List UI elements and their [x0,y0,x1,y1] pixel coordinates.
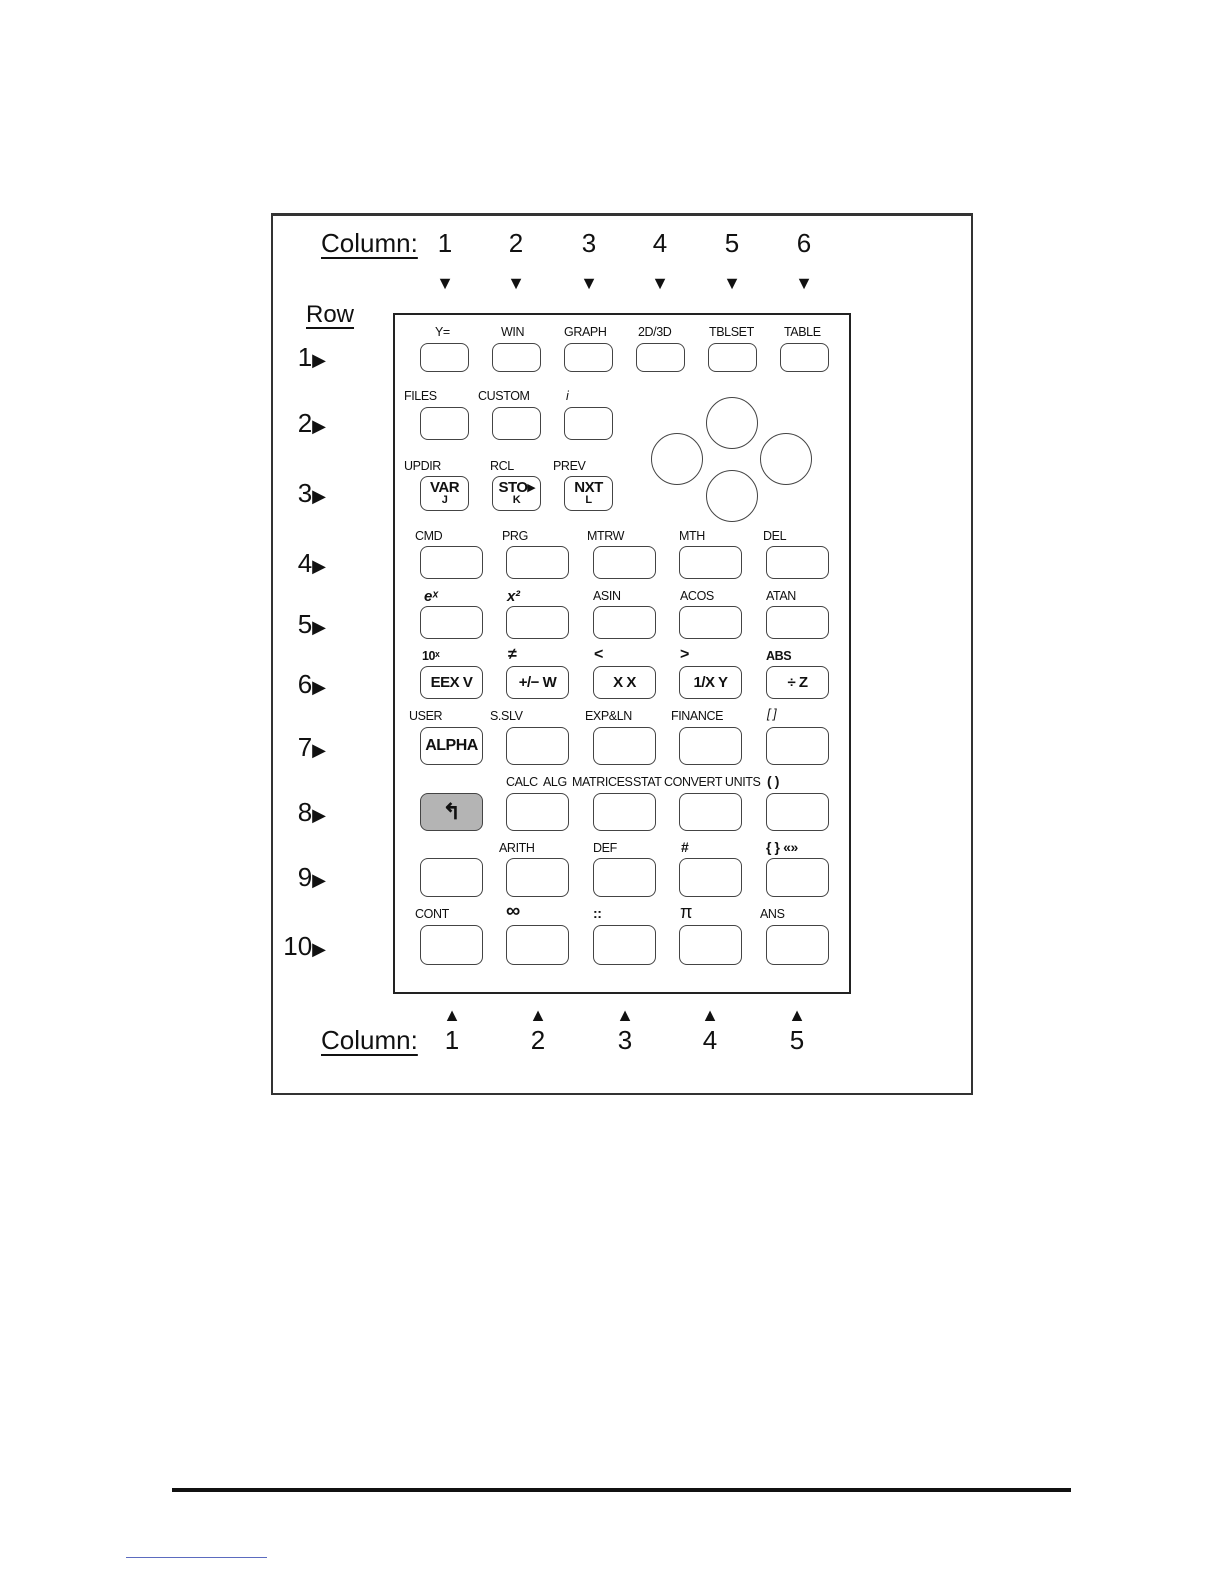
key-label: ALG [543,775,567,789]
key-label: CMD [415,529,443,543]
top-column-number: 6 [796,228,812,258]
key-label: # [681,839,689,855]
key-label: TBLSET [709,325,754,339]
row-label: 6▶ [297,669,326,699]
key-r5c5[interactable] [766,606,829,639]
top-column-number: 4 [652,228,668,258]
page-rule [172,1488,1071,1492]
key-r1c2[interactable] [492,343,541,372]
key-r5c1[interactable] [420,606,483,639]
left-shift-key[interactable] [420,793,483,831]
arrow-down-key[interactable] [706,470,758,522]
key-label: < [594,646,603,663]
key-label: GRAPH [564,325,607,339]
key-r8c5[interactable] [766,793,829,831]
key-label: ARITH [499,841,535,855]
arrow-left-key[interactable] [651,433,703,485]
key-label: :: [593,905,602,921]
key-label: PREV [553,459,586,473]
key-r4c3[interactable] [593,546,656,579]
key-r9c2[interactable] [506,858,569,897]
up-triangle-icon: ▲ [443,1005,461,1025]
key-label: UPDIR [404,459,441,473]
key-label: ABS [766,649,792,663]
key-r5c2[interactable] [506,606,569,639]
bottom-column-number: 3 [617,1025,633,1055]
key-r2c2[interactable] [492,407,541,440]
key-r10c4[interactable] [679,925,742,965]
up-triangle-icon: ▲ [616,1005,634,1025]
key-r2c1[interactable] [420,407,469,440]
key-label: CONT [415,907,449,921]
key-label: MTH [679,529,705,543]
down-triangle-icon: ▼ [651,273,669,293]
key-r7c3[interactable] [593,727,656,765]
key-r1c4[interactable] [636,343,685,372]
key-label: ∞ [506,900,520,922]
top-column-number: 5 [724,228,740,258]
key-r4c5[interactable] [766,546,829,579]
key-label: 2D/3D [638,325,672,339]
key-label: MATRICES [572,775,633,789]
key-r7c4[interactable] [679,727,742,765]
sto-key[interactable]: STO▸ K [492,476,541,511]
key-label: MTRW [587,529,625,543]
down-triangle-icon: ▼ [795,273,813,293]
row-label: 1▶ [297,342,326,372]
row-label: 8▶ [297,797,326,827]
row-header: Row [306,301,355,328]
key-label: 10ˣ [422,649,440,663]
down-triangle-icon: ▼ [723,273,741,293]
key-label: eˣ [424,588,438,605]
key-r8c4[interactable] [679,793,742,831]
reciprocal-key[interactable]: 1/X Y [679,666,742,699]
key-label: DEL [763,529,787,543]
key-r1c3[interactable] [564,343,613,372]
key-r9c5[interactable] [766,858,829,897]
column-header-top: Column: [321,228,418,258]
key-label: CUSTOM [478,389,530,403]
up-triangle-icon: ▲ [701,1005,719,1025]
var-key[interactable]: VAR J [420,476,469,511]
row-label: 3▶ [297,478,326,508]
divide-key[interactable]: ÷ Z [766,666,829,699]
key-r9c1[interactable] [420,858,483,897]
key-r4c4[interactable] [679,546,742,579]
key-label: WIN [501,325,525,339]
down-triangle-icon: ▼ [436,273,454,293]
key-label: ATAN [766,589,796,603]
key-label: CALC [506,775,538,789]
multiply-key[interactable]: X X [593,666,656,699]
footnote-line [126,1557,267,1558]
key-label: > [680,646,689,663]
up-triangle-icon: ▲ [529,1005,547,1025]
key-label: FINANCE [671,709,724,723]
top-column-number: 3 [581,228,597,258]
row-label: 4▶ [297,548,326,578]
column-header-bottom: Column: [321,1025,418,1055]
key-label: DEF [593,841,617,855]
key-label: RCL [490,459,514,473]
key-r8c3[interactable] [593,793,656,831]
key-r10c5[interactable] [766,925,829,965]
key-label: CONVERT UNITS [664,775,761,789]
row-label: 2▶ [297,408,326,438]
bottom-column-number: 1 [444,1025,460,1055]
key-r10c2[interactable] [506,925,569,965]
row-label: 7▶ [297,732,326,762]
left-shift-icon: ↰ [442,799,461,824]
eex-key[interactable]: EEX V [420,666,483,699]
key-label: ACOS [680,589,714,603]
key-label: EXP&LN [585,709,632,723]
key-label: ≠ [508,646,517,663]
key-r5c3[interactable] [593,606,656,639]
key-label: ANS [760,907,785,921]
key-label: x² [507,588,520,605]
key-r1c6[interactable] [780,343,829,372]
key-label: π [680,902,693,922]
key-label: i [566,389,569,403]
top-column-number: 1 [437,228,453,258]
key-r9c3[interactable] [593,858,656,897]
key-r10c3[interactable] [593,925,656,965]
arrow-up-key[interactable] [706,397,758,449]
key-label: STAT [633,775,662,789]
key-r7c5[interactable] [766,727,829,765]
row-label: 10▶ [283,931,326,961]
bottom-column-number: 4 [702,1025,718,1055]
key-label: { } «» [766,839,798,855]
down-triangle-icon: ▼ [507,273,525,293]
key-label: Y= [435,325,450,339]
alpha-key[interactable]: ALPHA [420,727,483,765]
key-r1c5[interactable] [708,343,757,372]
key-label: ( ) [767,773,780,789]
plus-minus-key[interactable]: +/− W [506,666,569,699]
key-label: USER [409,709,443,723]
key-r4c2[interactable] [506,546,569,579]
key-label: TABLE [784,325,821,339]
key-label: [ ] [767,707,777,721]
bottom-column-number: 5 [789,1025,805,1055]
top-column-number: 2 [508,228,524,258]
key-label: ASIN [593,589,621,603]
down-triangle-icon: ▼ [580,273,598,293]
key-r7c2[interactable] [506,727,569,765]
row-label: 9▶ [297,862,326,892]
key-r9c4[interactable] [679,858,742,897]
up-triangle-icon: ▲ [788,1005,806,1025]
key-r1c1[interactable] [420,343,469,372]
nxt-key[interactable]: NXT L [564,476,613,511]
key-label: PRG [502,529,528,543]
row-label: 5▶ [297,609,326,639]
key-label: S.SLV [490,709,523,723]
key-r5c4[interactable] [679,606,742,639]
arrow-right-key[interactable] [760,433,812,485]
key-r4c1[interactable] [420,546,483,579]
key-r10c1[interactable] [420,925,483,965]
bottom-column-number: 2 [530,1025,546,1055]
key-label: FILES [404,389,437,403]
key-r2c3[interactable] [564,407,613,440]
key-r8c2[interactable] [506,793,569,831]
